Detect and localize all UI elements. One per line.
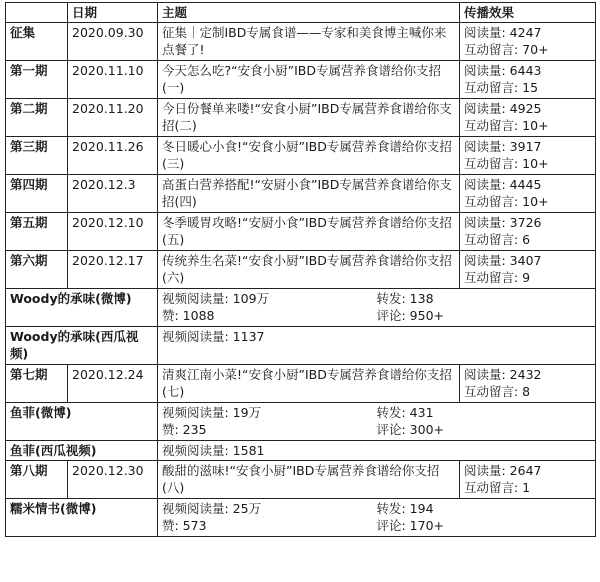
header-period — [6, 3, 68, 23]
like-count: 赞: 1088 — [162, 308, 215, 323]
topic-cell: 清爽江南小菜!“安食小厨”IBD专属营养食谱给你支招(七) — [158, 365, 460, 403]
table-row — [6, 289, 596, 327]
comment-count: 评论: 300+ — [376, 422, 445, 437]
period-cell: 第四期 — [6, 175, 68, 213]
video-stats-cell — [158, 327, 596, 365]
comment-count: 互动留言: 70+ — [464, 42, 549, 57]
like-count: 赞: 573 — [162, 518, 207, 533]
table-row — [6, 441, 596, 461]
table-row — [6, 327, 596, 365]
effect-cell — [460, 461, 596, 499]
header-topic: 主题 — [158, 3, 460, 23]
video-views: 视频阅读量: 1137 — [162, 329, 265, 344]
date-cell: 2020.12.17 — [68, 251, 158, 289]
source-cell: Woody的承味(微博) — [6, 289, 158, 327]
date-cell: 2020.12.24 — [68, 365, 158, 403]
source-cell: 鱼菲(西瓜视频) — [6, 441, 158, 461]
header-effect: 传播效果 — [460, 3, 596, 23]
topic-cell: 今日份餐单来喽!“安食小厨”IBD专属营养食谱给你支招(二) — [158, 99, 460, 137]
effect-cell — [460, 175, 596, 213]
topic-cell: 高蛋白营养搭配!“安厨小食”IBD专属营养食谱给你支招(四) — [158, 175, 460, 213]
date-cell: 2020.11.10 — [68, 61, 158, 99]
table-row — [6, 23, 596, 61]
header-row — [6, 3, 596, 23]
date-cell: 2020.12.10 — [68, 213, 158, 251]
comment-count: 互动留言: 10+ — [464, 156, 549, 171]
read-count: 阅读量: 3917 — [464, 139, 542, 154]
comment-count: 评论: 170+ — [376, 518, 445, 533]
table-row — [6, 61, 596, 99]
table-row — [6, 213, 596, 251]
period-cell: 第五期 — [6, 213, 68, 251]
topic-cell: 今天怎么吃?“安食小厨”IBD专属营养食谱给你支招(一) — [158, 61, 460, 99]
video-views: 视频阅读量: 1581 — [162, 443, 265, 458]
campaign-table — [5, 2, 596, 537]
topic-cell: 传统养生名菜!“安食小厨”IBD专属营养食谱给你支招(六) — [158, 251, 460, 289]
comment-count: 互动留言: 1 — [464, 480, 531, 495]
forward-count: 转发: 138 — [376, 291, 434, 306]
effect-cell — [460, 137, 596, 175]
video-views: 视频阅读量: 19万 — [162, 405, 262, 420]
comment-count: 互动留言: 8 — [464, 384, 531, 399]
table-row — [6, 499, 596, 537]
period-cell: 第三期 — [6, 137, 68, 175]
forward-count: 转发: 431 — [376, 405, 434, 420]
like-count: 赞: 235 — [162, 422, 207, 437]
period-cell: 第二期 — [6, 99, 68, 137]
table-row — [6, 251, 596, 289]
video-views: 视频阅读量: 25万 — [162, 501, 262, 516]
video-stats-cell — [158, 403, 596, 441]
comment-count: 互动留言: 6 — [464, 232, 531, 247]
video-views: 视频阅读量: 109万 — [162, 291, 270, 306]
read-count: 阅读量: 4445 — [464, 177, 542, 192]
effect-cell — [460, 61, 596, 99]
comment-count: 互动留言: 9 — [464, 270, 531, 285]
topic-cell: 冬季暖胃攻略!“安厨小食”IBD专属营养食谱给你支招(五) — [158, 213, 460, 251]
comment-count: 互动留言: 10+ — [464, 118, 549, 133]
period-cell: 第六期 — [6, 251, 68, 289]
comment-count: 互动留言: 15 — [464, 80, 539, 95]
forward-count: 转发: 194 — [376, 501, 434, 516]
effect-cell — [460, 251, 596, 289]
effect-cell — [460, 99, 596, 137]
date-cell: 2020.12.3 — [68, 175, 158, 213]
topic-cell: 冬日暖心小食!“安食小厨”IBD专属营养食谱给你支招(三) — [158, 137, 460, 175]
read-count: 阅读量: 4925 — [464, 101, 542, 116]
table-row — [6, 137, 596, 175]
date-cell: 2020.11.26 — [68, 137, 158, 175]
source-cell: 鱼菲(微博) — [6, 403, 158, 441]
read-count: 阅读量: 3407 — [464, 253, 542, 268]
table-row — [6, 175, 596, 213]
date-cell: 2020.09.30 — [68, 23, 158, 61]
topic-cell: 酸甜的滋味!“安食小厨”IBD专属营养食谱给你支招(八) — [158, 461, 460, 499]
source-cell: 糯米情书(微博) — [6, 499, 158, 537]
effect-cell — [460, 23, 596, 61]
read-count: 阅读量: 6443 — [464, 63, 542, 78]
table-row — [6, 99, 596, 137]
video-stats-cell — [158, 289, 596, 327]
date-cell: 2020.11.20 — [68, 99, 158, 137]
read-count: 阅读量: 3726 — [464, 215, 542, 230]
read-count: 阅读量: 2432 — [464, 367, 542, 382]
table-row — [6, 461, 596, 499]
comment-count: 互动留言: 10+ — [464, 194, 549, 209]
date-cell: 2020.12.30 — [68, 461, 158, 499]
comment-count: 评论: 950+ — [376, 308, 445, 323]
period-cell: 第八期 — [6, 461, 68, 499]
period-cell: 第一期 — [6, 61, 68, 99]
read-count: 阅读量: 4247 — [464, 25, 542, 40]
topic-cell: 征集｜定制IBD专属食谱——专家和美食博主喊你来点餐了! — [158, 23, 460, 61]
video-stats-cell — [158, 499, 596, 537]
read-count: 阅读量: 2647 — [464, 463, 542, 478]
video-stats-cell — [158, 441, 596, 461]
effect-cell — [460, 213, 596, 251]
source-cell: Woody的承味(西瓜视频) — [6, 327, 158, 365]
header-date: 日期 — [68, 3, 158, 23]
period-cell: 第七期 — [6, 365, 68, 403]
table-row — [6, 403, 596, 441]
period-cell: 征集 — [6, 23, 68, 61]
table-row — [6, 365, 596, 403]
effect-cell — [460, 365, 596, 403]
